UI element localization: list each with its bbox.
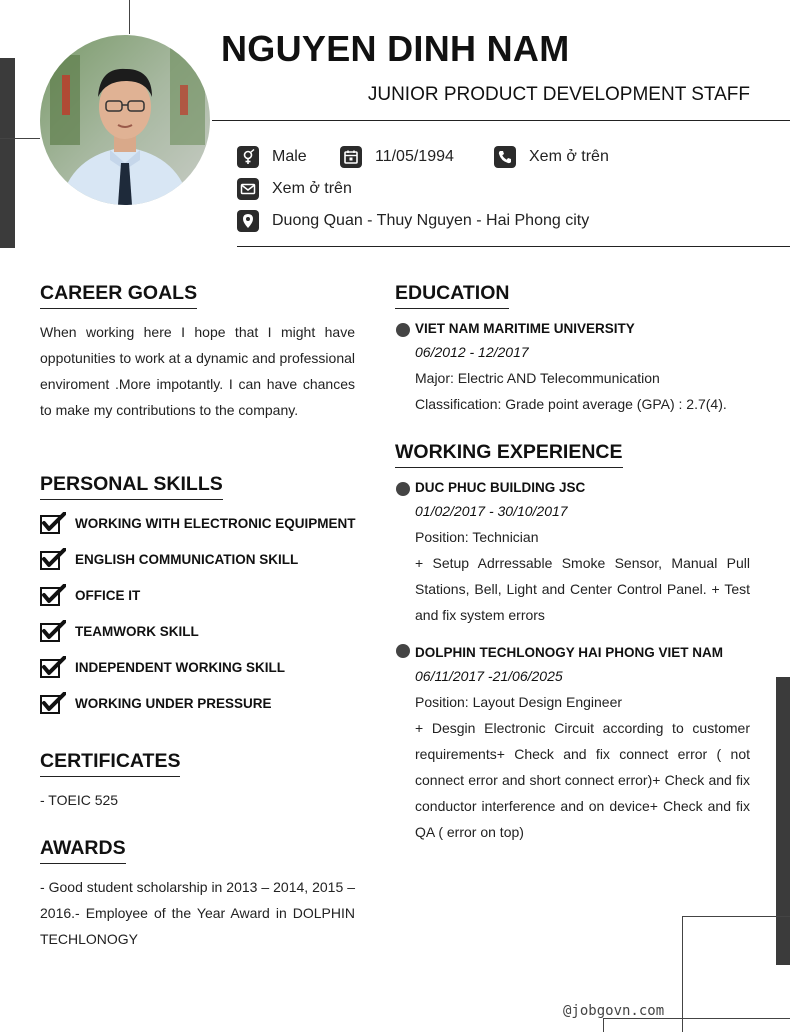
skill-item xyxy=(40,582,370,608)
skills-section xyxy=(40,473,223,500)
certificates-heading: CERTIFICATES xyxy=(40,750,180,777)
contact-address xyxy=(237,209,589,233)
corner-decor-box-small xyxy=(603,1018,790,1032)
job-dates: 01/02/2017 - 30/10/2017 xyxy=(415,503,568,519)
skill-item xyxy=(40,618,370,644)
career-goals-section xyxy=(40,282,197,309)
education-major: Major: Electric AND Telecommunication xyxy=(415,370,660,386)
birthday-value: 11/05/1994 xyxy=(375,148,454,165)
career-goals-heading: CAREER GOALS xyxy=(40,282,197,309)
contact-birthday xyxy=(340,145,454,169)
school-name: VIET NAM MARITIME UNIVERSITY xyxy=(415,321,635,336)
skill-label: WORKING WITH ELECTRONIC EQUIPMENT xyxy=(75,515,356,531)
job-description: + Setup Adrressable Smoke Sensor, Manual Pull Stations, Bell, Light and Center Control Panel. + Test and fix system errors xyxy=(415,555,750,623)
email-value[interactable]: Xem ở trên xyxy=(272,180,352,197)
job-company: DUC PHUC BUILDING JSC xyxy=(415,480,586,495)
contact-gender xyxy=(237,145,307,169)
bullet-icon xyxy=(396,644,410,658)
job-dates: 06/11/2017 -21/06/2025 xyxy=(415,668,563,684)
job-title: JUNIOR PRODUCT DEVELOPMENT STAFF xyxy=(367,84,750,105)
education-classification: Classification: Grade point average (GPA) : 2.7(4). xyxy=(415,396,727,412)
phone-icon xyxy=(494,146,516,168)
checkbox-checked-icon xyxy=(40,620,66,642)
checkbox-checked-icon xyxy=(40,512,66,534)
skill-label: OFFICE IT xyxy=(75,587,141,603)
education-heading: EDUCATION xyxy=(395,282,509,309)
avatar xyxy=(40,35,210,205)
contact-divider xyxy=(237,246,790,247)
gender-icon xyxy=(237,146,259,168)
skill-label: INDEPENDENT WORKING SKILL xyxy=(75,659,286,675)
top-decor-line xyxy=(129,0,130,34)
email-icon xyxy=(237,178,259,200)
awards-text: - Good student scholarship in 2013 – 2014, 2015 – 2016.- Employee of the Year Award in DOLPHIN TECHLONOGY xyxy=(40,879,355,947)
checkbox-checked-icon xyxy=(40,584,66,606)
awards-section xyxy=(40,837,126,864)
experience-section xyxy=(395,441,623,468)
awards-heading: AWARDS xyxy=(40,837,126,864)
contact-email[interactable] xyxy=(237,177,352,201)
checkbox-checked-icon xyxy=(40,656,66,678)
watermark: @jobgovn.com xyxy=(563,1003,665,1019)
skill-label: WORKING UNDER PRESSURE xyxy=(75,695,272,711)
candidate-name: NGUYEN DINH NAM xyxy=(221,28,570,69)
calendar-icon xyxy=(340,146,362,168)
skill-label: TEAMWORK SKILL xyxy=(75,623,199,639)
bullet-icon xyxy=(396,323,410,337)
contact-phone[interactable] xyxy=(494,145,609,169)
experience-heading: WORKING EXPERIENCE xyxy=(395,441,623,468)
left-decor-bar xyxy=(0,58,15,248)
education-section xyxy=(395,282,509,309)
checkbox-checked-icon xyxy=(40,548,66,570)
skill-label: ENGLISH COMMUNICATION SKILL xyxy=(75,551,299,567)
skill-item xyxy=(40,654,370,680)
certificates-text: - TOEIC 525 xyxy=(40,792,119,808)
job-company: DOLPHIN TECHLONOGY HAI PHONG VIET NAM xyxy=(415,645,724,660)
left-decor-line xyxy=(0,138,40,139)
job-position: Position: Layout Design Engineer xyxy=(415,694,623,710)
career-goals-text: When working here I hope that I might have oppotunities to work at a dynamic and professional enviroment .More impotantly. I can have chances to make my contributions to the company. xyxy=(40,324,355,418)
skills-list xyxy=(40,510,370,716)
education-dates: 06/2012 - 12/2017 xyxy=(415,344,529,360)
checkbox-checked-icon xyxy=(40,692,66,714)
skill-item xyxy=(40,510,370,536)
gender-value: Male xyxy=(272,148,307,165)
header-divider xyxy=(212,120,790,121)
skills-heading: PERSONAL SKILLS xyxy=(40,473,223,500)
bullet-icon xyxy=(396,482,410,496)
phone-value[interactable]: Xem ở trên xyxy=(529,148,609,165)
corner-decor-box xyxy=(682,916,790,1032)
skill-item xyxy=(40,546,370,572)
location-icon xyxy=(237,210,259,232)
address-value: Duong Quan - Thuy Nguyen - Hai Phong city xyxy=(272,212,590,229)
job-position: Position: Technician xyxy=(415,529,539,545)
job-description: + Desgin Electronic Circuit according to customer requirements+ Check and fix connect error ( not connect error and short connect error)+ Check and fix conductor interference and on device+ Check and fix QA ( error on top) xyxy=(415,720,750,840)
certificates-section xyxy=(40,750,180,777)
skill-item xyxy=(40,690,370,716)
